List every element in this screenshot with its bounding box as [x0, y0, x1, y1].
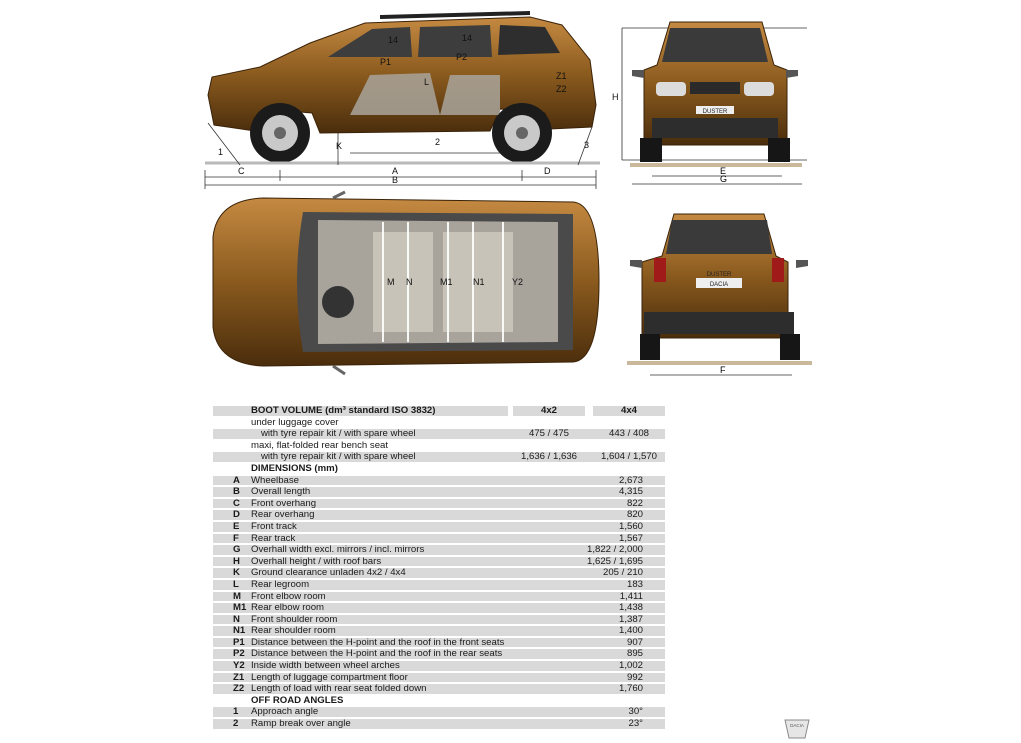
dimension-row-value: 1,411	[619, 590, 643, 602]
dimension-row-code: P2	[233, 648, 245, 660]
dimension-row-code: P1	[233, 636, 245, 648]
dimension-row	[213, 614, 665, 626]
dimension-row-code: C	[233, 497, 240, 509]
front-view-diagram	[612, 10, 817, 190]
offroad-row-label: Approach angle	[251, 706, 319, 718]
dim-label-e: E	[720, 166, 727, 176]
dim-label-y2: Y2	[512, 277, 524, 287]
dimension-row-label: Front elbow room	[251, 590, 326, 602]
offroad-rows	[213, 706, 665, 729]
dimension-row	[213, 498, 665, 510]
boot-row-label: under luggage cover	[251, 416, 339, 428]
dim-label-1: 1	[218, 147, 224, 157]
dimension-row-code: N	[233, 613, 240, 625]
dim-label-14a: 14	[388, 35, 399, 45]
dim-label-a: A	[392, 166, 399, 176]
boot-row-label: maxi, flat-folded rear bench seat	[251, 439, 389, 451]
rear-badge-bottom: DACIA	[709, 282, 729, 288]
offroad-row-code: 1	[233, 706, 239, 718]
dim-label-d: D	[544, 166, 551, 176]
rear-view-diagram	[622, 208, 817, 383]
dim-label-z1: Z1	[556, 71, 567, 81]
dimension-row-value: 1,760	[618, 683, 643, 695]
dimension-row-label: Overhall height / with roof bars	[251, 555, 382, 567]
dimension-row	[213, 637, 665, 649]
dimension-row	[213, 475, 665, 487]
boot-volume-title: BOOT VOLUME (dm³ standard ISO 3832)	[251, 405, 436, 416]
offroad-row-label: Ramp break over angle	[251, 718, 351, 730]
dim-label-2: 2	[435, 137, 441, 147]
dimension-row-label: Length of load with rear seat folded down	[251, 683, 427, 695]
dimension-row-label: Overhall width excl. mirrors / incl. mirrors	[251, 544, 425, 556]
col-4x2-header: 4x2	[540, 405, 557, 416]
dimension-row-code: K	[233, 567, 240, 579]
dim-label-g: G	[720, 174, 728, 184]
dimensions-title-row	[213, 463, 665, 475]
dimension-row-label: Rear overhang	[251, 509, 315, 521]
dimension-row	[213, 521, 665, 533]
boot-row	[213, 440, 665, 452]
boot-row-4x2: 475 / 475	[528, 428, 569, 440]
dimension-row	[213, 625, 665, 637]
dimension-row-value: 4,315	[618, 486, 643, 498]
offroad-row	[213, 706, 665, 718]
dimension-row-code: A	[233, 474, 240, 486]
offroad-row-value: 23°	[628, 718, 643, 730]
dimension-row	[213, 648, 665, 660]
dimension-row-value: 820	[626, 509, 643, 521]
dimension-row	[213, 683, 665, 695]
dim-label-c: C	[238, 166, 245, 176]
dimension-row-code: M	[233, 590, 241, 602]
spec-table	[213, 405, 665, 730]
offroad-row	[213, 718, 665, 730]
dimension-row-value: 907	[626, 636, 643, 648]
dimension-row	[213, 533, 665, 545]
dim-label-h: H	[612, 92, 619, 102]
dimension-row-label: Front track	[251, 520, 297, 532]
dim-label-l: L	[424, 77, 430, 87]
dimension-row	[213, 544, 665, 556]
dimension-row-code: E	[233, 520, 240, 532]
side-view-diagram	[200, 5, 619, 195]
dimension-row	[213, 660, 665, 672]
top-view-diagram	[203, 192, 603, 374]
dimension-row-code: L	[233, 578, 239, 590]
dimension-row-label: Front overhang	[251, 497, 317, 509]
boot-row	[213, 417, 665, 429]
dimension-row-value: 1,822 / 2,000	[586, 544, 643, 556]
dim-label-b: B	[392, 175, 399, 185]
dimension-row-code: Z2	[233, 683, 245, 695]
offroad-row-value: 30°	[628, 706, 643, 718]
boot-row-label: with tyre repair kit / with spare wheel	[261, 451, 416, 463]
dimension-row-label: Front shoulder room	[251, 613, 338, 625]
dimension-row-label: Inside width between wheel arches	[251, 660, 400, 672]
dimension-row	[213, 486, 665, 498]
dimension-row-label: Rear elbow room	[251, 602, 325, 614]
dimension-row-value: 822	[626, 497, 643, 509]
dimension-row-code: D	[233, 509, 240, 521]
dimension-row	[213, 509, 665, 521]
dimension-row	[213, 591, 665, 603]
offroad-title: OFF ROAD ANGLES	[251, 694, 344, 706]
dimension-row-value: 992	[626, 671, 643, 683]
dimension-row-value: 1,400	[618, 625, 643, 637]
col-4x4-header: 4x4	[620, 405, 637, 416]
dimension-row-value: 1,625 / 1,695	[586, 555, 643, 567]
dimension-row-code: B	[233, 486, 240, 498]
dimension-row-label: Wheelbase	[251, 474, 299, 486]
boot-row-4x2: 1,636 / 1,636	[520, 451, 577, 463]
dim-label-m1: M1	[440, 277, 453, 287]
dimension-row-code: Y2	[233, 660, 245, 672]
dimension-row-label: Ground clearance unladen 4x2 / 4x4	[251, 567, 406, 579]
dim-label-k: K	[336, 141, 343, 151]
dimension-row-code: H	[233, 555, 240, 567]
boot-row-label: with tyre repair kit / with spare wheel	[261, 428, 416, 440]
dimension-row-label: Rear track	[251, 532, 296, 544]
offroad-row-code: 2	[233, 718, 239, 730]
boot-volume-rows	[213, 417, 665, 463]
dimensions-title: DIMENSIONS (mm)	[251, 462, 338, 474]
dim-label-n1: N1	[473, 277, 485, 287]
dimension-row-code: F	[233, 532, 239, 544]
boot-row	[213, 428, 665, 440]
boot-row	[213, 451, 665, 463]
dimension-row-value: 205 / 210	[602, 567, 643, 579]
offroad-title-row	[213, 695, 665, 707]
dim-label-n: N	[406, 277, 413, 287]
dim-label-f: F	[720, 365, 726, 375]
dimension-row-value: 895	[626, 648, 643, 660]
dimension-row-label: Distance between the H-point and the roof in the front seats	[251, 636, 505, 648]
front-badge: DUSTER	[702, 109, 728, 115]
dimension-row-label: Overall length	[251, 486, 311, 498]
boot-row-4x4: 443 / 408	[608, 428, 649, 440]
table-header-row	[213, 405, 665, 417]
dim-label-14b: 14	[462, 33, 473, 43]
dimension-row	[213, 556, 665, 568]
dimension-row-code: M1	[233, 602, 247, 614]
boot-row-4x4: 1,604 / 1,570	[600, 451, 657, 463]
dimension-row-value: 1,002	[618, 660, 643, 672]
dimension-row-value: 2,673	[618, 474, 643, 486]
rear-badge-top: DUSTER	[706, 272, 732, 278]
dimension-row	[213, 579, 665, 591]
dimensions-rows	[213, 475, 665, 695]
dimension-row-value: 1,438	[618, 602, 643, 614]
dim-label-p2: P2	[456, 52, 468, 62]
dimension-row-label: Rear shoulder room	[251, 625, 336, 637]
dacia-logo	[783, 718, 811, 738]
dimension-row	[213, 567, 665, 579]
dimension-row-value: 1,387	[618, 613, 643, 625]
dimension-row	[213, 602, 665, 614]
dimension-row	[213, 672, 665, 684]
dimension-row-code: G	[233, 544, 241, 556]
dimension-row-code: N1	[233, 625, 246, 637]
dimension-row-value: 183	[626, 578, 643, 590]
dim-label-3: 3	[584, 140, 590, 150]
dim-label-z2: Z2	[556, 84, 567, 94]
dimension-row-label: Distance between the H-point and the roof in the rear seats	[251, 648, 503, 660]
dimension-row-value: 1,567	[618, 532, 643, 544]
dimension-row-label: Length of luggage compartment floor	[251, 671, 408, 683]
dim-label-m: M	[387, 277, 395, 287]
logo-text: DACIA	[790, 723, 804, 728]
dimension-row-code: Z1	[233, 671, 245, 683]
dim-label-p1: P1	[380, 57, 392, 67]
dimension-row-value: 1,560	[618, 520, 643, 532]
dimension-row-label: Rear legroom	[251, 578, 310, 590]
